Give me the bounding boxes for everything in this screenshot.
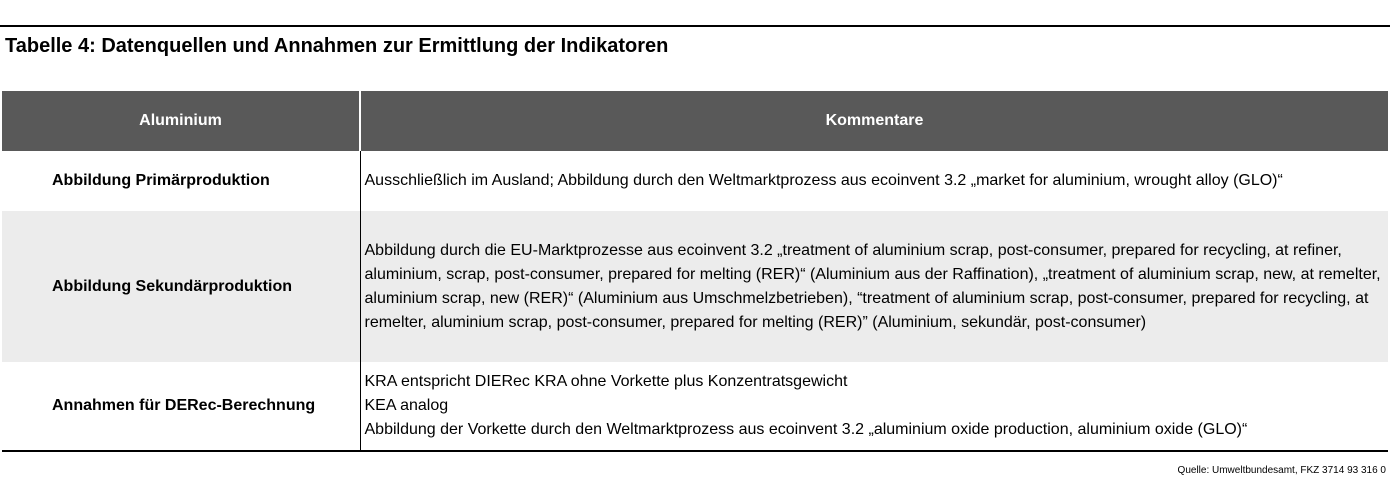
table-row xyxy=(2,362,1388,451)
row-comment-sekundaerproduktion: Abbildung durch die EU-Marktprozesse aus ecoinvent 3.2 „treatment of aluminium scrap, post-consumer, prepared for recycling, at refiner, aluminium, scrap, post-consumer, prepared for melting (RER)“ (Aluminium aus der Raffination), „treatment of aluminium scrap, new, at remelter, aluminium scrap, new (RER)“ (Aluminium aus Umschmelzbetrieben), “treatment of aluminium scrap, post-consumer, prepared for recycling, at remelter, aluminium scrap, post-consumer, prepared for melting (RER)” (Aluminium, sekundär, post-consumer) xyxy=(360,211,1388,362)
column-header-kommentare: Kommentare xyxy=(360,91,1388,151)
row-comment-derec-berechnung xyxy=(360,362,1388,451)
comment-line: Abbildung der Vorkette durch den Weltmarktprozess aus ecoinvent 3.2 „aluminium oxide production, aluminium oxide (GLO)“ xyxy=(364,421,1248,438)
top-rule xyxy=(0,25,1390,27)
comment-line: KRA entspricht DIERec KRA ohne Vorkette plus Konzentratsgewicht xyxy=(364,373,848,390)
table-row xyxy=(2,211,1388,362)
comment-line: KEA analog xyxy=(364,397,449,414)
row-label-derec-berechnung: Annahmen für DERec-Berechnung xyxy=(2,362,360,451)
row-comment-primaerproduktion: Ausschließlich im Ausland; Abbildung durch den Weltmarktprozess aus ecoinvent 3.2 „market for aluminium, wrought alloy (GLO)“ xyxy=(360,151,1388,211)
source-note: Quelle: Umweltbundesamt, FKZ 3714 93 316 0 xyxy=(1177,465,1386,476)
table-header-row xyxy=(2,91,1388,151)
table-title: Tabelle 4: Datenquellen und Annahmen zur Ermittlung der Indikatoren xyxy=(5,35,669,57)
table-row xyxy=(2,151,1388,211)
data-table xyxy=(2,91,1388,452)
column-header-aluminium: Aluminium xyxy=(2,91,360,151)
row-label-primaerproduktion: Abbildung Primärproduktion xyxy=(2,151,360,211)
row-label-sekundaerproduktion: Abbildung Sekundärproduktion xyxy=(2,211,360,362)
